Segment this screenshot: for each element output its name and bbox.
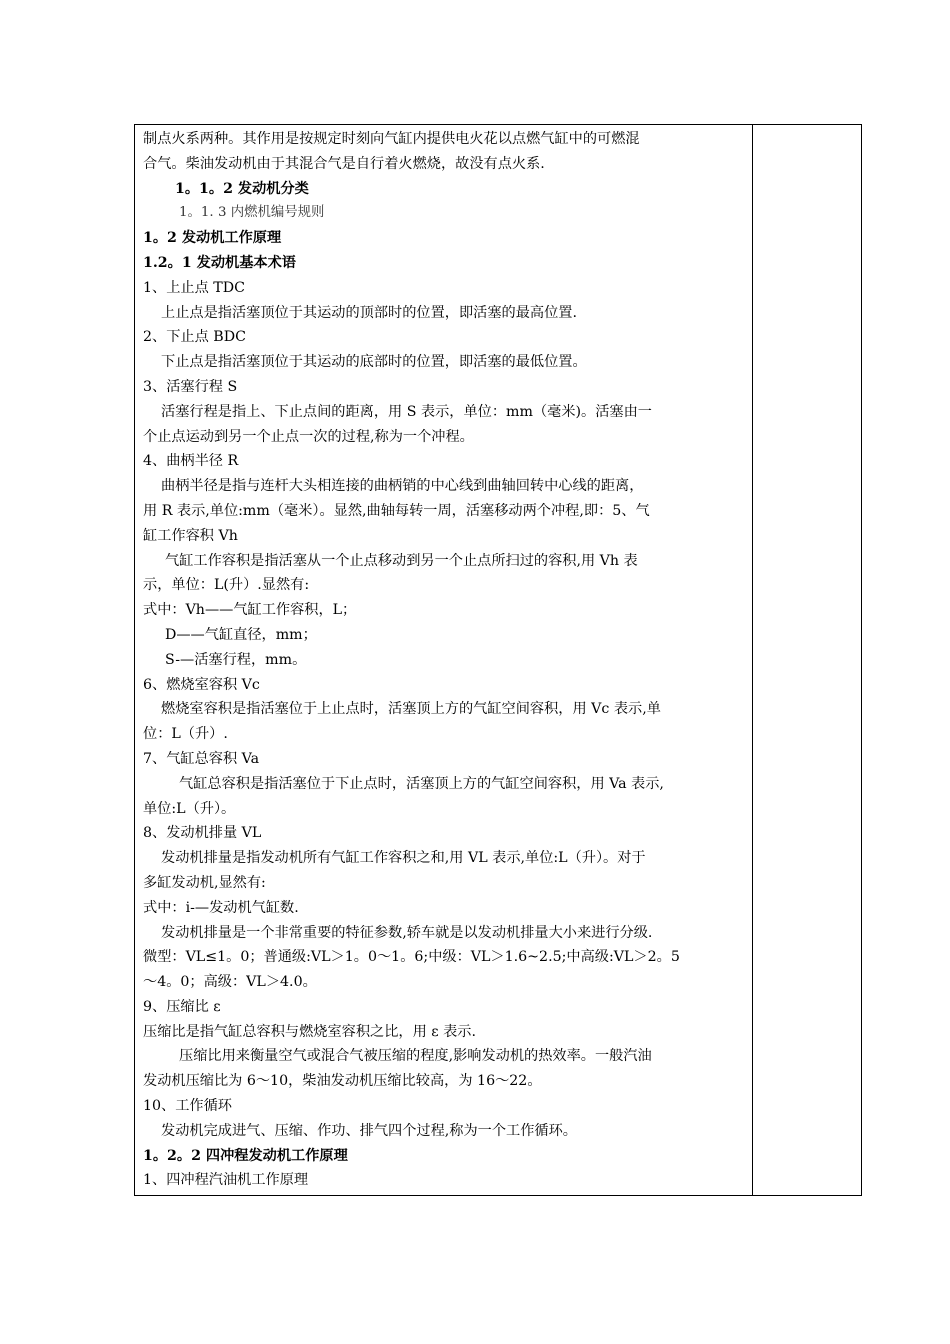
term-heading: 10、工作循环 bbox=[143, 1098, 232, 1115]
term-heading: 2、下止点 BDC bbox=[143, 329, 246, 346]
text-line: 式中：i-—发动机气缸数. bbox=[143, 899, 299, 916]
term-heading: 1、四冲程汽油机工作原理 bbox=[143, 1172, 309, 1189]
text-line: 示，单位：L(升）.显然有: bbox=[143, 577, 310, 594]
section-heading: 1。2。2 四冲程发动机工作原理 bbox=[143, 1147, 348, 1164]
main-text-cell bbox=[135, 125, 753, 1195]
text-line: 发动机排量是一个非常重要的特征参数,轿车就是以发动机排量大小来进行分级. bbox=[161, 924, 653, 941]
text-line: 式中：Vh——气缸工作容积，L； bbox=[143, 602, 357, 619]
text-line: 微型：VL≤1。0；普通级:VL＞1。0～1。6;中级：VL＞1.6~2.5;中高级:VL＞2。5 bbox=[143, 949, 680, 966]
text-line: D——气缸直径，mm； bbox=[165, 626, 317, 643]
text-line: 个止点运动到另一个止点一次的过程,称为一个冲程。 bbox=[143, 428, 474, 445]
term-heading: 1、上止点 TDC bbox=[143, 279, 245, 296]
text-line: 用 R 表示,单位:mm（毫米）。显然,曲轴每转一周，活塞移动两个冲程,即：5、气 bbox=[143, 502, 650, 519]
text-line: 压缩比用来衡量空气或混合气被压缩的程度,影响发动机的热效率。一般汽油 bbox=[179, 1048, 652, 1065]
text-line: 气缸工作容积是指活塞从一个止点移动到另一个止点所扫过的容积,用 Vh 表 bbox=[165, 552, 638, 569]
section-heading: 1。1。2 发动机分类 bbox=[175, 180, 309, 197]
content-table bbox=[134, 124, 862, 1196]
text-line: 气缸总容积是指活塞位于下止点时，活塞顶上方的气缸空间容积，用 Va 表示, bbox=[179, 775, 664, 792]
text-line: 制点火系两种。其作用是按规定时刻向气缸内提供电火花以点燃气缸中的可燃混 bbox=[143, 131, 640, 147]
section-heading: 1。1. 3 内燃机编号规则 bbox=[179, 205, 325, 221]
text-line: 发动机完成进气、压缩、作功、排气四个过程,称为一个工作循环。 bbox=[161, 1122, 577, 1139]
term-heading: 3、活塞行程 S bbox=[143, 378, 238, 395]
text-line: 单位:L（升）。 bbox=[143, 800, 236, 817]
text-line: 上止点是指活塞顶位于其运动的顶部时的位置，即活塞的最高位置. bbox=[161, 304, 577, 321]
term-heading: 7、气缸总容积 Va bbox=[143, 750, 260, 767]
text-line: 发动机排量是指发动机所有气缸工作容积之和,用 VL 表示,单位:L（升）。对于 bbox=[161, 850, 646, 867]
term-heading: 8、发动机排量 VL bbox=[143, 825, 262, 842]
term-heading: 6、燃烧室容积 Vc bbox=[143, 676, 260, 693]
term-heading: 4、曲柄半径 R bbox=[143, 453, 239, 470]
text-line: 下止点是指活塞顶位于其运动的底部时的位置，即活塞的最低位置。 bbox=[161, 354, 587, 371]
text-line: 压缩比是指气缸总容积与燃烧室容积之比，用 ε 表示. bbox=[143, 1023, 477, 1040]
text-line: 燃烧室容积是指活塞位于上止点时，活塞顶上方的气缸空间容积，用 Vc 表示,单 bbox=[161, 701, 661, 718]
text-line: 发动机压缩比为 6～10，柴油发动机压缩比较高，为 16～22。 bbox=[143, 1073, 542, 1090]
text-line: 多缸发动机,显然有: bbox=[143, 874, 266, 891]
text-line: 位：L（升）. bbox=[143, 726, 228, 743]
section-heading: 1。2 发动机工作原理 bbox=[143, 230, 282, 247]
text-line: ～4。0；高级：VL＞4.0。 bbox=[143, 974, 317, 991]
term-heading: 9、压缩比 ε bbox=[143, 998, 221, 1015]
side-note-cell bbox=[753, 125, 861, 1195]
text-line: S-—活塞行程，mm。 bbox=[165, 651, 307, 668]
text-line: 合气。柴油发动机由于其混合气是自行着火燃烧，故没有点火系. bbox=[143, 155, 545, 172]
section-heading: 1.2。1 发动机基本术语 bbox=[143, 254, 296, 271]
text-line: 曲柄半径是指与连杆大头相连接的曲柄销的中心线到曲轴回转中心线的距离， bbox=[161, 478, 644, 495]
text-line: 活塞行程是指上、下止点间的距离，用 S 表示，单位：mm（毫米)。活塞由一 bbox=[161, 403, 652, 420]
text-line: 缸工作容积 Vh bbox=[143, 527, 238, 544]
